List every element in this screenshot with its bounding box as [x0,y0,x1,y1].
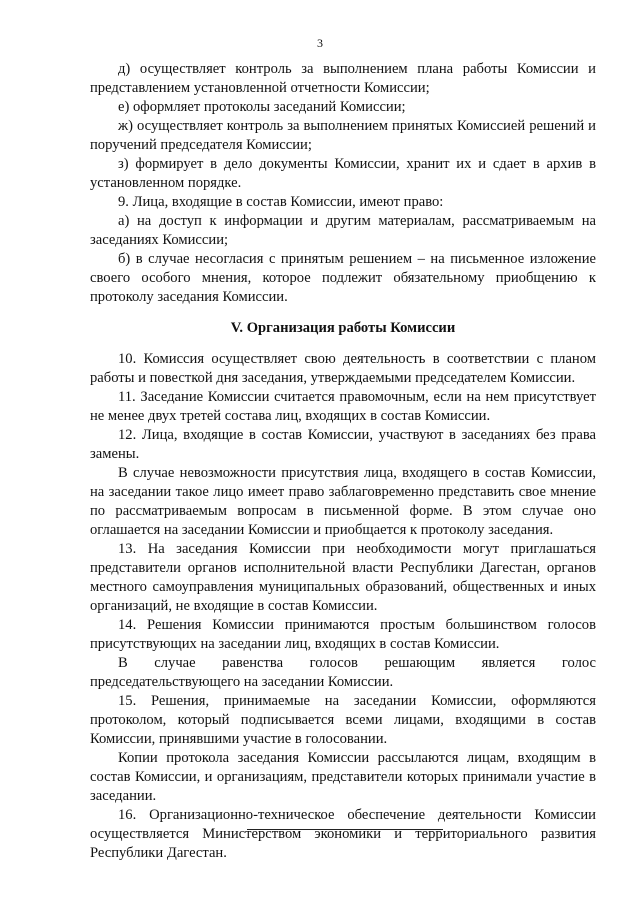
section-heading: V. Организация работы Комиссии [230,320,456,336]
closing-divider [247,829,443,830]
paragraph-15-copies: Копии протокола заседания Комиссии рассылаются лицам, входящим в состав Комиссии, и организациям, представители которых принимали участие в заседании. [90,750,596,804]
paragraph-13: 13. На заседания Комиссии при необходимости могут приглашаться представители органов исполнительной власти Республики Дагестан, органов местного самоуправления муниципальных образований, общественных и иных организаций, не входящие в состав Комиссии. [90,541,596,614]
paragraph-10: 10. Комиссия осуществляет свою деятельность в соответствии с планом работы и повесткой дня заседания, утверждаемыми председателем Комиссии. [90,351,596,386]
paragraph-11: 11. Заседание Комиссии считается правомочным, если на нем присутствует не менее двух третей состава лиц, входящих в состав Комиссии. [90,389,596,424]
paragraph-d-control-plan: д) осуществляет контроль за выполнением плана работы Комиссии и представлением установленной отчетности Комиссии; [90,61,596,96]
paragraph-12-absence: В случае невозможности присутствия лица, входящего в состав Комиссии, на заседании такое лицо имеет право заблаговременно представить свое мнение по рассматриваемым вопросам в письменной форме. В этом случае оно оглашается на заседании Комиссии и приобщается к протоколу заседания. [90,465,596,538]
paragraph-12: 12. Лица, входящие в состав Комиссии, участвуют в заседаниях без права замены. [90,427,596,462]
paragraph-16: 16. Организационно-техническое обеспечение деятельности Комиссии осуществляется Министерством экономики и территориального развития Республики Дагестан. [90,807,596,861]
paragraph-e-protocols: е) оформляет протоколы заседаний Комиссии; [118,99,406,115]
paragraph-14: 14. Решения Комиссии принимаются простым большинством голосов присутствующих на заседании лиц, входящих в состав Комиссии. [90,617,596,652]
paragraph-b-dissent: б) в случае несогласия с принятым решением – на письменное изложение своего особого мнения, которое подлежит обязательному приобщению к протоколу заседания Комиссии. [90,251,596,305]
paragraph-15: 15. Решения, принимаемые на заседании Комиссии, оформляются протоколом, который подписывается всеми лицами, входящими в состав Комиссии, принявшими участие в голосовании. [90,693,596,747]
page-number: 3 [317,36,323,50]
paragraph-z-archive: з) формирует в дело документы Комиссии, хранит их и сдает в архив в установленном порядке. [90,156,596,191]
paragraph-a-access: а) на доступ к информации и другим материалам, рассматриваемым на заседаниях Комиссии; [90,213,596,248]
paragraph-zh-control-decisions: ж) осуществляет контроль за выполнением принятых Комиссией решений и поручений председателя Комиссии; [90,118,596,153]
document-body [90,60,596,863]
paragraph-14-tie: В случае равенства голосов решающим является голос председательствующего на заседании Комиссии. [90,655,596,690]
paragraph-9-rights: 9. Лица, входящие в состав Комиссии, имеют право: [118,194,444,210]
